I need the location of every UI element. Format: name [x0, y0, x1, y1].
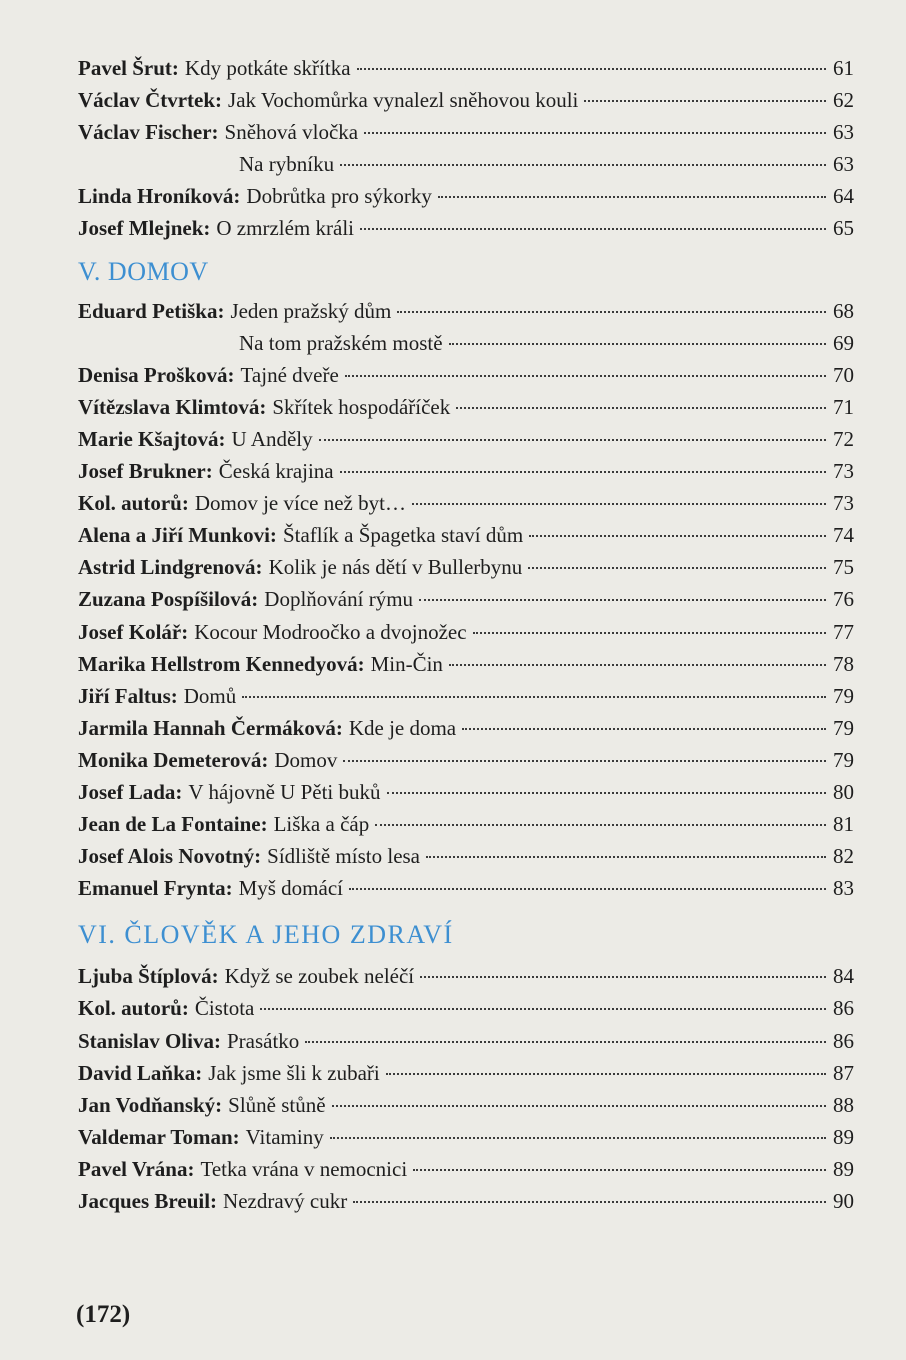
toc-entry-author: Marie Kšajtová: — [78, 426, 226, 451]
toc-entry — [78, 1153, 854, 1185]
toc-entry-author: Pavel Vrána: — [78, 1156, 195, 1181]
toc-entry-page: 75 — [833, 555, 854, 580]
toc-entry-title: Štaflík a Špagetka staví dům — [282, 523, 524, 548]
toc-entry-page: 62 — [833, 88, 854, 113]
toc-entry-page: 68 — [833, 298, 854, 323]
toc-entry-title: Tetka vrána v nemocnici — [200, 1156, 408, 1181]
dot-leader — [387, 792, 826, 794]
toc-entry-title: Jak jsme šli k zubaři — [208, 1060, 380, 1085]
toc-entry-author: Valdemar Toman: — [78, 1124, 240, 1149]
dot-leader — [375, 824, 826, 826]
toc-entry-page: 83 — [833, 876, 854, 901]
toc-entry-title: Myš domácí — [238, 876, 343, 901]
dot-leader — [242, 696, 826, 698]
toc-entry — [78, 295, 854, 327]
toc-entry-author: Jean de La Fontaine: — [78, 812, 268, 837]
toc-entry-title: Kdy potkáte skřítka — [184, 56, 351, 80]
toc-entry-page: 63 — [833, 152, 854, 177]
dot-leader — [330, 1137, 826, 1139]
toc-entry — [78, 487, 854, 519]
toc-entry-title: Tajné dveře — [240, 362, 339, 387]
toc-entry-title: Domů — [183, 683, 237, 708]
toc-entry — [78, 992, 854, 1024]
toc-entry-author: Stanislav Oliva: — [78, 1028, 221, 1053]
toc-entry-author: David Laňka: — [78, 1060, 203, 1085]
dot-leader — [412, 503, 826, 505]
toc-entry — [78, 744, 854, 776]
toc-entry-author: Josef Brukner: — [78, 459, 213, 484]
dot-leader — [343, 760, 826, 762]
toc-entry — [78, 808, 854, 840]
toc-entry — [78, 680, 854, 712]
toc-group-1 — [78, 52, 854, 245]
dot-leader — [449, 664, 826, 666]
section-heading-clovek-a-jeho-zdravi: VI. ČLOVĚK A JEHO ZDRAVÍ — [78, 920, 454, 950]
toc-entry-author: Jarmila Hannah Čermáková: — [78, 715, 343, 740]
toc-entry-page: 72 — [833, 426, 854, 451]
toc-entry — [78, 551, 854, 583]
toc-entry — [78, 1089, 854, 1121]
toc-entry — [78, 616, 854, 648]
toc-entry-title: Min-Čin — [370, 651, 443, 676]
toc-entry-title: Čistota — [194, 996, 255, 1021]
toc-entry-author: Václav Fischer: — [78, 120, 219, 145]
dot-leader — [473, 632, 826, 634]
toc-entry-author: Monika Demeterová: — [78, 747, 269, 772]
toc-entry-page: 90 — [833, 1189, 854, 1213]
dot-leader — [260, 1008, 826, 1010]
toc-entry — [78, 359, 854, 391]
toc-entry-title: Domov je více než byt… — [194, 491, 406, 516]
dot-leader — [353, 1201, 826, 1203]
section-heading-domov: V. DOMOV — [78, 256, 209, 286]
dot-leader — [364, 132, 826, 134]
dot-leader — [529, 535, 826, 537]
toc-entry-title: Jeden pražský dům — [230, 298, 392, 323]
toc-entry-title: Na tom pražském mostě — [239, 330, 443, 355]
toc-entry-author: Jan Vodňanský: — [78, 1092, 223, 1117]
toc-entry-page: 78 — [833, 651, 854, 676]
toc-entry-author: Emanuel Frynta: — [78, 876, 233, 901]
toc-entry — [78, 52, 854, 84]
toc-entry-page: 61 — [833, 56, 854, 80]
toc-entry-page: 89 — [833, 1156, 854, 1181]
toc-entry — [78, 116, 854, 148]
toc-entry-author: Jacques Breuil: — [78, 1189, 218, 1213]
toc-entry-page: 89 — [833, 1124, 854, 1149]
toc-entry — [78, 776, 854, 808]
dot-leader — [340, 471, 826, 473]
toc-entry-page: 82 — [833, 844, 854, 869]
toc-entry — [78, 872, 854, 904]
toc-entry-page: 79 — [833, 747, 854, 772]
toc-entry-title: Kde je doma — [348, 715, 457, 740]
toc-entry — [78, 1121, 854, 1153]
toc-entry-title: Sněhová vločka — [224, 120, 359, 145]
toc-entry-author: Kol. autorů: — [78, 491, 189, 516]
toc-entry-author: Vítězslava Klimtová: — [78, 394, 267, 419]
dot-leader — [413, 1169, 826, 1171]
toc-group-2 — [78, 295, 854, 905]
toc-entry-title: V hájovně U Pěti buků — [188, 779, 381, 804]
toc-entry — [78, 1057, 854, 1089]
toc-entry-page: 64 — [833, 184, 854, 209]
toc-entry — [78, 212, 854, 244]
toc-entry — [78, 1025, 854, 1057]
toc-entry-title: Česká krajina — [218, 459, 334, 484]
toc-entry — [78, 519, 854, 551]
toc-entry-page: 74 — [833, 523, 854, 548]
toc-entry-page: 86 — [833, 1028, 854, 1053]
toc-group-3 — [78, 960, 854, 1217]
page-number: (172) — [76, 1301, 131, 1328]
toc-entry — [78, 148, 854, 180]
toc-entry — [78, 712, 854, 744]
toc-entry-title: Nezdravý cukr — [223, 1189, 348, 1213]
dot-leader — [340, 164, 826, 166]
toc-entry-author: Josef Mlejnek: — [78, 216, 211, 241]
dot-leader — [319, 439, 826, 441]
toc-entry-page: 73 — [833, 491, 854, 516]
toc-entry-title: U Anděly — [231, 426, 313, 451]
toc-entry-title: Slůně stůně — [228, 1092, 326, 1117]
dot-leader — [419, 599, 826, 601]
toc-entry-author: Václav Čtvrtek: — [78, 88, 223, 113]
dot-leader — [449, 343, 826, 345]
toc-entry-page: 79 — [833, 715, 854, 740]
toc-entry-title: Na rybníku — [239, 152, 335, 177]
toc-entry — [78, 84, 854, 116]
toc-entry-title: Sídliště místo lesa — [267, 844, 421, 869]
toc-entry-title: Domov — [274, 747, 338, 772]
toc-entry-author: Astrid Lindgrenová: — [78, 555, 263, 580]
toc-entry-title: Dobrůtka pro sýkorky — [246, 184, 432, 209]
toc-entry-page: 69 — [833, 330, 854, 355]
toc-entry — [78, 583, 854, 615]
dot-leader — [426, 856, 826, 858]
toc-entry — [78, 423, 854, 455]
dot-leader — [438, 196, 826, 198]
toc-entry — [78, 391, 854, 423]
toc-entry — [78, 960, 854, 992]
dot-leader — [456, 407, 826, 409]
dot-leader — [345, 375, 826, 377]
toc-entry — [78, 648, 854, 680]
toc-entry-title: O zmrzlém králi — [216, 216, 354, 241]
dot-leader — [462, 728, 826, 730]
toc-entry-author: Denisa Prošková: — [78, 362, 235, 387]
toc-entry-page: 87 — [833, 1060, 854, 1085]
toc-entry-page: 81 — [833, 812, 854, 837]
toc-entry-title: Když se zoubek neléčí — [224, 964, 415, 989]
dot-leader — [360, 228, 826, 230]
toc-entry — [78, 327, 854, 359]
toc-entry-author: Zuzana Pospíšilová: — [78, 587, 259, 612]
toc-entry-page: 88 — [833, 1092, 854, 1117]
toc-entry-author: Eduard Petiška: — [78, 298, 225, 323]
dot-leader — [332, 1105, 826, 1107]
toc-entry-title: Liška a čáp — [273, 812, 370, 837]
toc-entry-page: 80 — [833, 779, 854, 804]
toc-entry-title: Kocour Modroočko a dvojnožec — [194, 619, 467, 644]
toc-entry-title: Doplňování rýmu — [264, 587, 414, 612]
toc-entry-title: Jak Vochomůrka vynalezl sněhovou kouli — [228, 88, 579, 113]
toc-entry — [78, 1185, 854, 1217]
toc-entry-author: Marika Hellstrom Kennedyová: — [78, 651, 365, 676]
toc-entry — [78, 455, 854, 487]
toc-entry — [78, 840, 854, 872]
toc-entry-author: Ljuba Štíplová: — [78, 964, 219, 989]
toc-entry-title: Skřítek hospodáříček — [272, 394, 451, 419]
toc-entry-page: 70 — [833, 362, 854, 387]
dot-leader — [584, 100, 826, 102]
table-of-contents — [78, 52, 854, 1217]
dot-leader — [420, 976, 826, 978]
toc-entry-page: 86 — [833, 996, 854, 1021]
toc-entry-title: Vitaminy — [245, 1124, 324, 1149]
toc-entry-author: Josef Kolář: — [78, 619, 189, 644]
toc-entry-author: Jiří Faltus: — [78, 683, 178, 708]
dot-leader — [386, 1073, 826, 1075]
toc-entry-page: 84 — [833, 964, 854, 989]
toc-entry-page: 71 — [833, 394, 854, 419]
toc-entry-author: Alena a Jiří Munkovi: — [78, 523, 277, 548]
toc-entry-page: 73 — [833, 459, 854, 484]
toc-entry-author: Kol. autorů: — [78, 996, 189, 1021]
dot-leader — [349, 888, 826, 890]
toc-entry-page: 76 — [833, 587, 854, 612]
toc-entry-title: Kolik je nás dětí v Bullerbynu — [268, 555, 523, 580]
toc-entry-author: Josef Alois Novotný: — [78, 844, 262, 869]
dot-leader — [305, 1041, 826, 1043]
dot-leader — [357, 68, 826, 70]
toc-entry-title: Prasátko — [226, 1028, 300, 1053]
toc-entry-author: Josef Lada: — [78, 779, 183, 804]
toc-entry-page: 79 — [833, 683, 854, 708]
toc-entry-author: Linda Hroníková: — [78, 184, 241, 209]
toc-entry — [78, 180, 854, 212]
toc-entry-author: Pavel Šrut: — [78, 56, 179, 80]
toc-entry-page: 65 — [833, 216, 854, 241]
dot-leader — [528, 567, 826, 569]
toc-entry-page: 77 — [833, 619, 854, 644]
dot-leader — [397, 311, 826, 313]
toc-entry-page: 63 — [833, 120, 854, 145]
